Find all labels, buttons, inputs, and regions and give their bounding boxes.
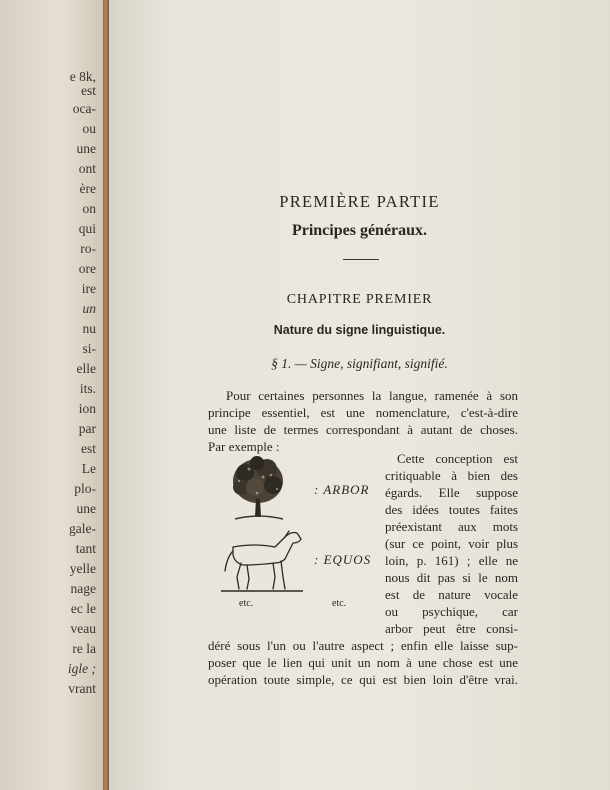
body-line: est de nature vocale xyxy=(385,587,518,602)
body-line: des idées toutes faites xyxy=(385,502,518,517)
left-fragment: gale- xyxy=(69,521,96,536)
left-fragment: ire xyxy=(81,281,96,296)
body-line: (sur ce point, voir plus xyxy=(385,536,518,551)
left-fragment: its. xyxy=(79,381,96,396)
left-fragment: ore xyxy=(78,261,96,276)
figure-label-arbor: : ARBOR xyxy=(314,482,370,497)
left-fragment: vrant xyxy=(68,681,96,696)
body-line: loin, p. 161) ; elle ne xyxy=(385,553,518,568)
paragraph-heading: § 1. — Signe, signifiant, signifié. xyxy=(271,356,448,371)
figure-label-equos: : EQUOS xyxy=(314,552,372,567)
left-fragment: ère xyxy=(79,181,96,196)
left-fragment: tant xyxy=(75,541,96,556)
left-fragment: ro- xyxy=(80,241,96,256)
left-fragment: nage xyxy=(70,581,96,596)
left-facing-page xyxy=(0,0,104,790)
part-title: PREMIÈRE PARTIE xyxy=(279,192,440,211)
left-fragment: si- xyxy=(82,341,96,356)
left-fragment: est xyxy=(81,83,96,98)
section-title: Principes généraux. xyxy=(291,222,428,239)
left-fragment: veau xyxy=(70,621,96,636)
left-fragment: une xyxy=(76,501,96,516)
left-fragment: par xyxy=(78,421,96,436)
horse-icon xyxy=(219,527,305,595)
body-line: une liste de termes correspondant à autant de choses. xyxy=(208,422,518,437)
left-fragment: qui xyxy=(78,221,96,236)
left-fragment: est xyxy=(81,441,96,456)
chapter-title: CHAPITRE PREMIER xyxy=(286,292,433,307)
left-fragment: ec le xyxy=(70,601,96,616)
body-line: Pour certaines personnes la langue, ramenée à son xyxy=(226,388,518,403)
left-fragment: yelle xyxy=(69,561,96,576)
body-line: Par exemple : xyxy=(208,439,280,454)
figure-etc-right: etc. xyxy=(332,598,347,609)
left-fragment: Le xyxy=(81,461,96,476)
body-line: opération toute simple, ce qui est bien loin d'être vrai. xyxy=(208,672,518,687)
left-fragment: re la xyxy=(72,641,96,656)
left-fragment: ont xyxy=(78,161,96,176)
body-line: principe essentiel, est une nomenclature, c'est-à-dire xyxy=(208,405,518,420)
left-fragment: ion xyxy=(78,401,96,416)
body-line: nous dit pas si le nom xyxy=(385,570,518,585)
body-line: préexistant aux mots xyxy=(385,519,518,534)
left-fragment: on xyxy=(82,201,96,216)
left-fragment: un xyxy=(82,301,96,316)
tree-icon xyxy=(227,455,289,523)
left-fragment: plo- xyxy=(74,481,96,496)
left-fragment: ou xyxy=(82,121,96,136)
right-page xyxy=(109,0,610,790)
divider-rule xyxy=(343,259,379,260)
figure-etc-left: etc. xyxy=(239,598,254,609)
left-fragment: igle ; xyxy=(67,661,96,676)
chapter-subtitle: Nature du signe linguistique. xyxy=(273,323,446,337)
body-line: critiquable à bien des xyxy=(385,468,518,483)
left-fragment: oca- xyxy=(72,101,96,116)
body-line: arbor peut être consi- xyxy=(385,621,518,636)
body-line: ou psychique, car xyxy=(385,604,518,619)
body-line: poser que le lien qui unit un nom à une chose est une xyxy=(208,655,518,670)
left-fragment: nu xyxy=(82,321,96,336)
left-fragment: une xyxy=(76,141,96,156)
left-fragment: elle xyxy=(76,361,96,376)
body-line: déré sous l'un ou l'autre aspect ; enfin elle laisse sup- xyxy=(208,638,518,653)
body-line: égards. Elle suppose xyxy=(385,485,518,500)
body-line: Cette conception est xyxy=(397,451,518,466)
left-fragment: e 8k, xyxy=(69,69,96,84)
